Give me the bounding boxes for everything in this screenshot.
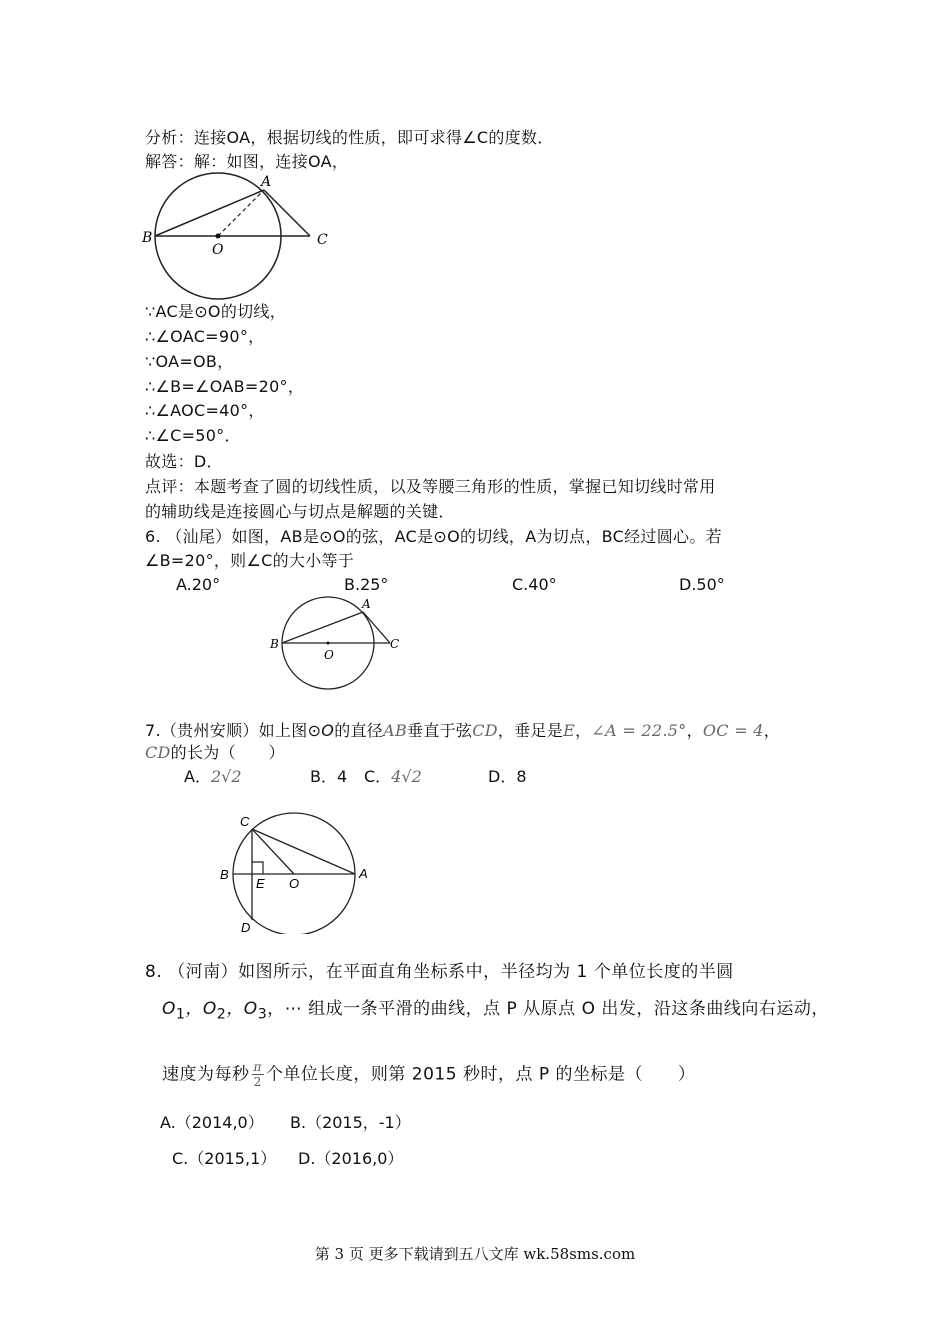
choice-answer: 故选：D． (145, 452, 223, 471)
q7-sep-1: ， (575, 721, 592, 740)
q7-option-a-value: 2√2 (210, 767, 242, 786)
q7-sep-2: ， (686, 721, 703, 740)
fig1-label-o: O (212, 242, 224, 258)
q6-line-2: ∠B=20°，则∠C的大小等于 (145, 551, 355, 570)
step-3: ∵OA=OB， (145, 352, 234, 371)
q7-line-2 (145, 742, 285, 764)
q7-angle: ∠A = 22.5° (591, 721, 687, 740)
fig1-label-b: B (142, 230, 153, 246)
fig3-label-c: C (240, 814, 250, 829)
q8-line-1: 8. （河南）如图所示，在平面直角坐标系中，半径均为 1 个单位长度的半圆 (145, 962, 734, 982)
q8-line-2-text: ，⋯ 组成一条平滑的曲线，点 P 从原点 O 出发，沿这条曲线向右运动， (267, 999, 829, 1019)
q7-text-3: ，垂足是 (497, 721, 564, 740)
q7-option-a (184, 764, 242, 787)
q7-option-a-label: A． (184, 767, 211, 786)
fig3-label-b: B (220, 867, 229, 882)
q7-option-c-label: C． (364, 767, 392, 786)
q8-line-3-a: 速度为每秒 (162, 1064, 250, 1085)
q7-cd: CD (472, 721, 498, 740)
q8-sub-1: 1 (175, 1006, 186, 1023)
pi-over-2-fraction (252, 1060, 264, 1089)
fig3-label-d: D (241, 920, 251, 934)
q7-option-d: D．8 (488, 767, 527, 786)
step-6: ∴∠C=50°． (145, 426, 241, 445)
fig3-label-e: E (256, 876, 265, 891)
q7-sep-3: ， (763, 721, 781, 740)
q8-line-3-b: 个单位长度，则第 2015 秒时，点 P 的坐标是（ ） (265, 1064, 696, 1085)
analysis-text: 分析：连接OA，根据切线的性质，即可求得∠C的度数． (145, 128, 554, 147)
step-1: ∵AC是⊙O的切线， (145, 302, 287, 321)
q6-option-b: B.25° (344, 575, 389, 594)
fig3-label-o: O (289, 876, 300, 891)
q8-option-d: D.（2016,0） (298, 1149, 404, 1168)
step-5: ∴∠AOC=40°， (145, 401, 265, 420)
page-footer: 第 3 页 更多下载请到五八文库 wk.58sms.com (314, 1245, 636, 1263)
q8-option-c: C.（2015,1） (172, 1149, 277, 1168)
figure-circle-tangent-1 (138, 168, 338, 308)
q7-line-1 (145, 720, 780, 742)
q7-option-b: B．4 (310, 767, 348, 786)
fraction-denominator: 2 (253, 1075, 262, 1089)
fig1-label-a: A (261, 174, 272, 190)
q6-option-d: D.50° (679, 575, 725, 594)
q6-line-1: 6. （汕尾）如图，AB是⊙O的弦，AC是⊙O的切线，A为切点，BC经过圆心。若 (145, 527, 722, 546)
fig1-label-c: C (317, 232, 328, 248)
q7-text-2: 垂直于弦 (407, 721, 473, 740)
step-2: ∴∠OAC=90°， (145, 327, 265, 346)
q8-line-3 (162, 1060, 696, 1089)
figure-circle-tangent-2 (266, 592, 416, 696)
q7-option-c (364, 764, 422, 787)
figure-chord-diameter (215, 810, 375, 934)
fig3-label-a: A (359, 866, 368, 881)
q7-oc: OC = 4 (702, 721, 764, 740)
fig2-label-a: A (362, 597, 371, 611)
q7-ab: AB (383, 721, 408, 740)
q7-e: E (563, 721, 576, 740)
fig2-label-o: O (324, 648, 334, 662)
comment-line-2: 的辅助线是连接圆心与切点是解题的关键． (145, 502, 455, 521)
q7-option-c-value: 4√2 (391, 767, 422, 786)
q8-option-b: B.（2015，-1） (290, 1113, 411, 1132)
q8-line-2 (162, 998, 829, 1025)
q8-o1: O (162, 999, 176, 1019)
q7-circle-o: O (321, 721, 335, 740)
q6-option-c: C.40° (512, 575, 557, 594)
q8-o3: ，O (226, 999, 258, 1019)
answer-intro: 解答：解：如图，连接OA， (145, 152, 349, 171)
q7-line2-cd: CD (145, 743, 171, 762)
step-4: ∴∠B=∠OAB=20°， (145, 377, 305, 396)
fig2-label-c: C (390, 637, 400, 651)
q7-prefix: 7.（贵州安顺）如上图⊙ (145, 721, 322, 740)
q8-o2: ，O (185, 999, 217, 1019)
q8-option-a: A.（2014,0） (160, 1113, 264, 1132)
q7-text-1: 的直径 (334, 721, 384, 740)
fig2-label-b: B (270, 637, 279, 651)
comment-line-1: 点评：本题考查了圆的切线性质，以及等腰三角形的性质，掌握已知切线时常用 (145, 477, 716, 496)
q8-sub-2: 2 (216, 1006, 227, 1023)
q6-option-a: A.20° (176, 575, 221, 594)
fraction-numerator: π (253, 1060, 262, 1074)
q8-sub-3: 3 (257, 1006, 268, 1023)
q7-line2-text: 的长为（ ） (170, 743, 285, 762)
